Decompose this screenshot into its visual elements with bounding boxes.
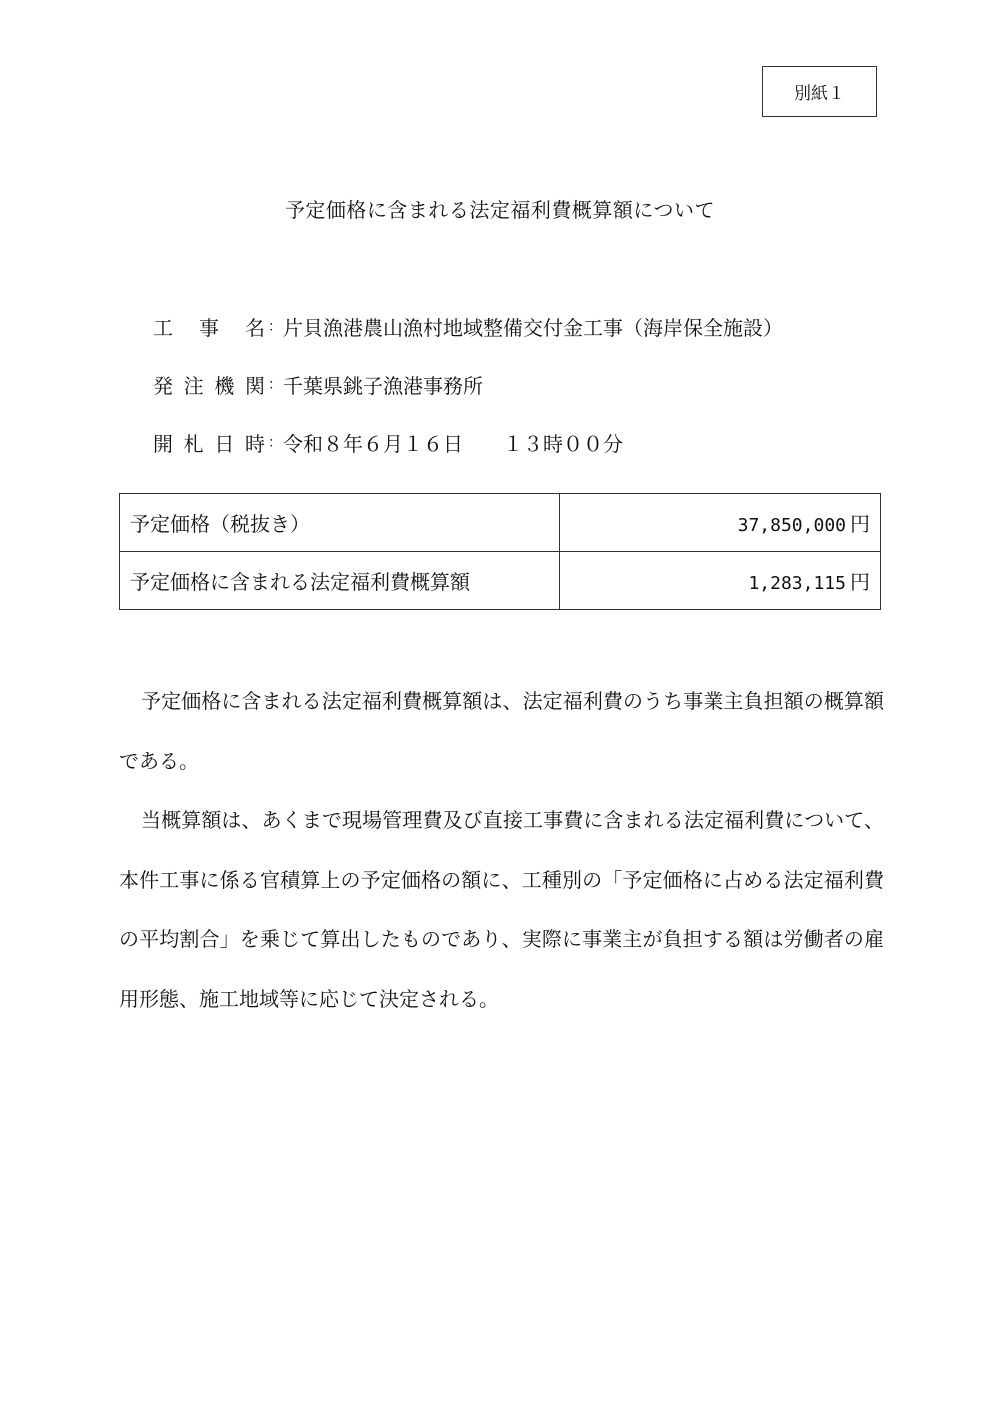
info-separator: ： — [268, 377, 282, 393]
price-table — [119, 493, 881, 610]
info-label-project-name: 工事名 — [153, 315, 265, 340]
paragraph-definition: 予定価格に含まれる法定福利費概算額は、法定福利費のうち事業主負担額の概算額である。 — [119, 689, 884, 773]
attachment-label — [762, 66, 877, 117]
document-title: 予定価格に含まれる法定福利費概算額について — [284, 198, 716, 222]
table-cell-label: 予定価格に含まれる法定福利費概算額 — [120, 552, 560, 610]
attachment-label-text: 別紙１ — [794, 84, 845, 104]
amount-value: 1,283,115 — [748, 573, 846, 594]
info-value-project-name: 片貝漁港農山漁村地域整備交付金工事（海岸保全施設） — [283, 315, 783, 340]
table-cell-amount — [560, 552, 881, 610]
table-cell-label: 予定価格（税抜き） — [120, 494, 560, 552]
info-row-project-name — [153, 311, 783, 341]
amount-unit: 円 — [850, 512, 870, 536]
info-row-bid-opening-datetime — [153, 427, 623, 457]
table-cell-amount — [560, 494, 881, 552]
info-separator: ： — [268, 435, 282, 451]
info-label-ordering-agency: 発注機関 — [153, 373, 265, 398]
info-value-ordering-agency: 千葉県銚子漁港事務所 — [283, 373, 483, 398]
amount-unit: 円 — [850, 570, 870, 594]
amount-value: 37,850,000 — [737, 515, 846, 536]
info-row-ordering-agency — [153, 369, 483, 399]
paragraph-explanation: 当概算額は、あくまで現場管理費及び直接工事費に含まれる法定福利費について、本件工事に係る官積算上の予定価格の額に、工種別の「予定価格に占める法定福利費の平均割合」を乗じて算出したものであり、実際に事業主が負担する額は労働者の雇用形態、施工地域等に応じて決定される。 — [119, 808, 884, 1011]
info-separator: ： — [268, 319, 282, 335]
info-value-bid-opening-datetime: 令和８年６月１６日 １３時００分 — [283, 431, 623, 456]
table-row-estimated-price — [120, 494, 881, 552]
info-label-bid-opening-datetime: 開札日時 — [153, 431, 265, 456]
table-row-welfare-cost — [120, 552, 881, 610]
